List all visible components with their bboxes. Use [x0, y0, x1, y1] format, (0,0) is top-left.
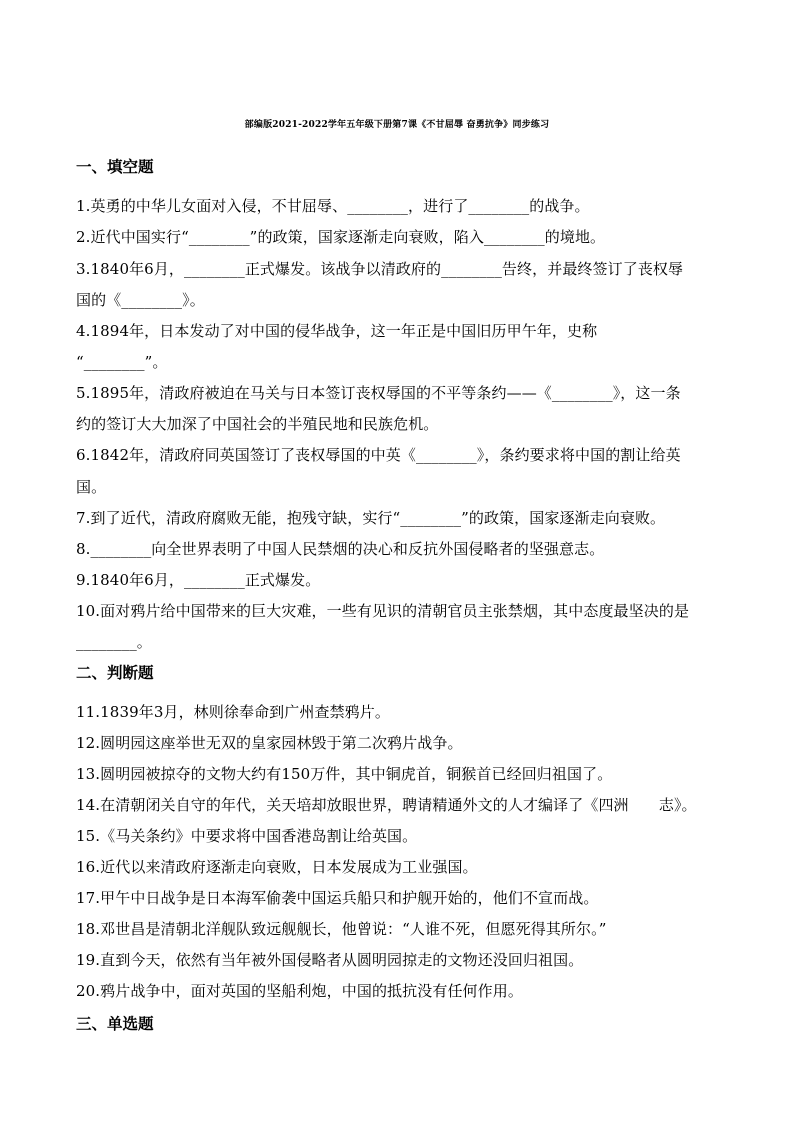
question-line: 6.1842年，清政府同英国签订了丧权辱国的中英《________》，条约要求将中国的割让给英	[76, 446, 681, 464]
question-line: 14.在清朝闭关自守的年代，关天培却放眼世界，聘请精通外文的人才编译了《四洲 志》。	[76, 796, 697, 814]
question-line: 4.1894年，日本发动了对中国的侵华战争，这一年正是中国旧历甲午年，史称	[76, 322, 598, 340]
question-line: 3.1840年6月，________正式爆发。该战争以清政府的________告终，并最终签订了丧权辱	[76, 260, 684, 278]
section-heading-true-false: 二、判断题	[76, 663, 154, 682]
question-line: 17.甲午中日战争是日本海军偷袭中国运兵船只和护舰开始的，他们不宣而战。	[76, 889, 599, 907]
document-title: 部编版2021-2022学年五年级下册第7课《不甘屈辱 奋勇抗争》同步练习	[244, 120, 550, 130]
question-line: ________。	[76, 633, 152, 651]
question-line: 12.圆明园这座举世无双的皇家园林毁于第二次鸦片战争。	[76, 734, 463, 752]
question-line: 15.《马关条约》中要求将中国香港岛割让给英国。	[76, 827, 418, 845]
section-heading-fill-blank: 一、填空题	[76, 157, 154, 176]
question-line: “________”。	[76, 353, 168, 371]
question-line: 10.面对鸦片给中国带来的巨大灾难，一些有见识的清朝官员主张禁烟，其中态度最坚决的是	[76, 602, 690, 620]
question-line: 约的签订大大加深了中国社会的半殖民地和民族危机。	[76, 415, 439, 433]
question-line: 7.到了近代，清政府腐败无能，抱残守缺，实行“________”的政策，国家逐渐走向衰败。	[76, 509, 666, 527]
question-line: 1.英勇的中华儿女面对入侵，不甘屈辱、________，进行了________的战争。	[76, 197, 590, 215]
question-line: 13.圆明园被掠夺的文物大约有150万件，其中铜虎首，铜猴首已经回归祖国了。	[76, 765, 613, 783]
question-line: 18.邓世昌是清朝北洋舰队致远舰舰长，他曾说：“人谁不死，但愿死得其所尔。”	[76, 920, 607, 938]
question-line: 9.1840年6月，________正式爆发。	[76, 571, 321, 589]
question-line: 5.1895年，清政府被迫在马关与日本签订丧权辱国的不平等条约——《________》，这一条	[76, 384, 681, 402]
question-line: 16.近代以来清政府逐渐走向衰败，日本发展成为工业强国。	[76, 858, 478, 876]
question-line: 2.近代中国实行“________”的政策，国家逐渐走向衰败，陷入________的境地。	[76, 228, 606, 246]
question-line: 国。	[76, 478, 107, 496]
question-line: 11.1839年3月，林则徐奉命到广州查禁鸦片。	[76, 703, 390, 721]
question-line: 国的《________》。	[76, 291, 205, 309]
section-heading-single-choice: 三、单选题	[76, 1014, 154, 1033]
question-line: 8.________向全世界表明了中国人民禁烟的决心和反抗外国侵略者的坚强意志。	[76, 540, 605, 558]
question-line: 20.鸦片战争中，面对英国的坚船利炮，中国的抵抗没有任何作用。	[76, 982, 523, 1000]
question-line: 19.直到今天，依然有当年被外国侵略者从圆明园掠走的文物还没回归祖国。	[76, 951, 584, 969]
